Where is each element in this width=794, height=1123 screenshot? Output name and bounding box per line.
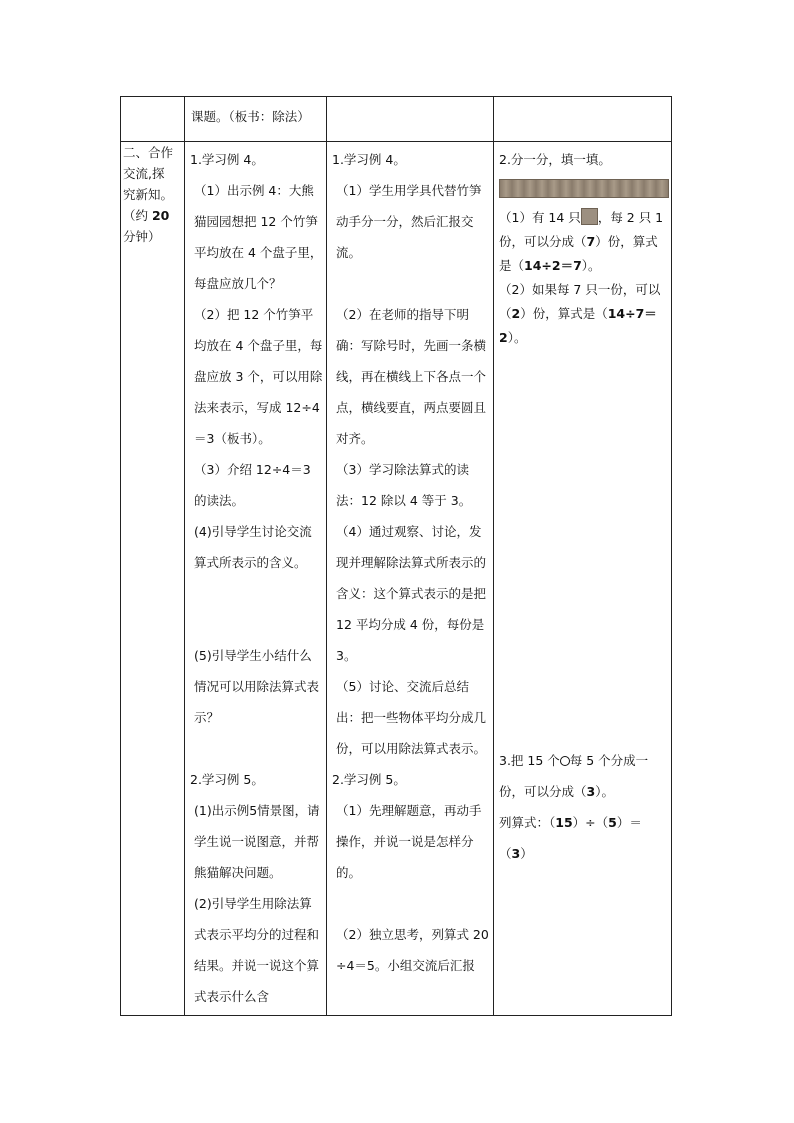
practice-q1: （1）有 14 只 ，每 2 只 1 份，可以分成（7）份，算式是（14÷2＝7）。 [499,210,664,273]
pandas-strip-image [499,179,669,198]
student-item: （1）先理解题意，再动手操作，并说一说是怎样分的。 [336,803,482,880]
spacer [332,888,490,919]
student-item: （4）通过观察、讨论，发现并理解除法算式所表示的含义：这个算式表示的是把 12 平均分成 4 份，每份是 3。 [336,524,487,663]
teacher-item: （2）把 12 个竹笋平均放在 4 个盘子里，每盘应放 3 个，可以用除法来表示，写成 12÷4＝3（板书）。 [194,307,323,446]
practice-q2: （2）如果每 7 只一份，可以（2）份，算式是（14÷7＝2）。 [499,282,661,345]
practice-formula: 列算式：（15）÷（5）＝（3） [499,815,642,861]
spacer [190,733,324,764]
teacher-item: （3）介绍 12÷4＝3 的读法。 [194,462,311,508]
student-item: （2）独立思考，列算式 20÷4＝5。小组交流后汇报 [336,927,489,973]
circle-icon [560,756,570,766]
stage-line: 分钟） [123,229,161,244]
row1-text: 课题。（板书：除法） [191,109,310,124]
stage-cell [123,142,183,247]
row1-content-cell [191,101,323,132]
student-item: （5）讨论、交流后总结出：把一些物体平均分成几份，可以用除法算式表示。 [336,679,487,756]
row-divider [121,141,671,142]
spacer [190,578,324,640]
column-divider [493,97,494,1015]
practice-q3: 3.把 15 个 每 5 个分成一份，可以分成（3）。 [499,753,649,799]
stage-line: （约 20 [123,208,170,223]
student-item: （1）学生用学具代替竹笋动手分一分，然后汇报交流。 [336,183,482,260]
teacher-item: 1.学习例 4。 [190,152,264,167]
stage-line: 究新知。 [123,187,174,202]
column-divider [184,97,185,1015]
spacer [499,350,669,745]
student-item: （3）学习除法算式的读法：12 除以 4 等于 3。 [336,462,472,508]
practice-cell [499,144,669,869]
panda-icon [581,208,598,225]
practice-heading: 2.分一分，填一填。 [499,152,611,167]
teacher-item: (1)出示例5情景图，请学生说一说图意，并帮熊猫解决问题。 [194,803,320,880]
teacher-item: (5)引导学生小结什么情况可以用除法算式表示？ [194,648,320,725]
teacher-item: (2)引导学生用除法算式表示平均分的过程和结果。并说一说这个算式表示什么含 [194,896,320,1004]
teacher-item: （1）出示例 4：大熊猫园园想把 12 个竹笋平均放在 4 个盘子里，每盘应放几个？ [194,183,323,291]
teacher-item: (4)引导学生讨论交流算式所表示的含义。 [194,524,312,570]
student-item: 2.学习例 5。 [332,772,406,787]
stage-line: 交流,探 [123,166,165,181]
spacer [332,268,490,299]
teacher-activity-cell [190,144,324,1012]
student-item: 1.学习例 4。 [332,152,406,167]
column-divider [326,97,327,1015]
student-item: （2）在老师的指导下明确：写除号时，先画一条横线，再在横线上下各点一个点，横线要直，两点要圆且对齐。 [336,307,487,446]
teacher-item: 2.学习例 5。 [190,772,264,787]
lesson-plan-table [120,96,672,1016]
student-activity-cell [332,144,490,981]
stage-line: 二、合作 [123,145,174,160]
